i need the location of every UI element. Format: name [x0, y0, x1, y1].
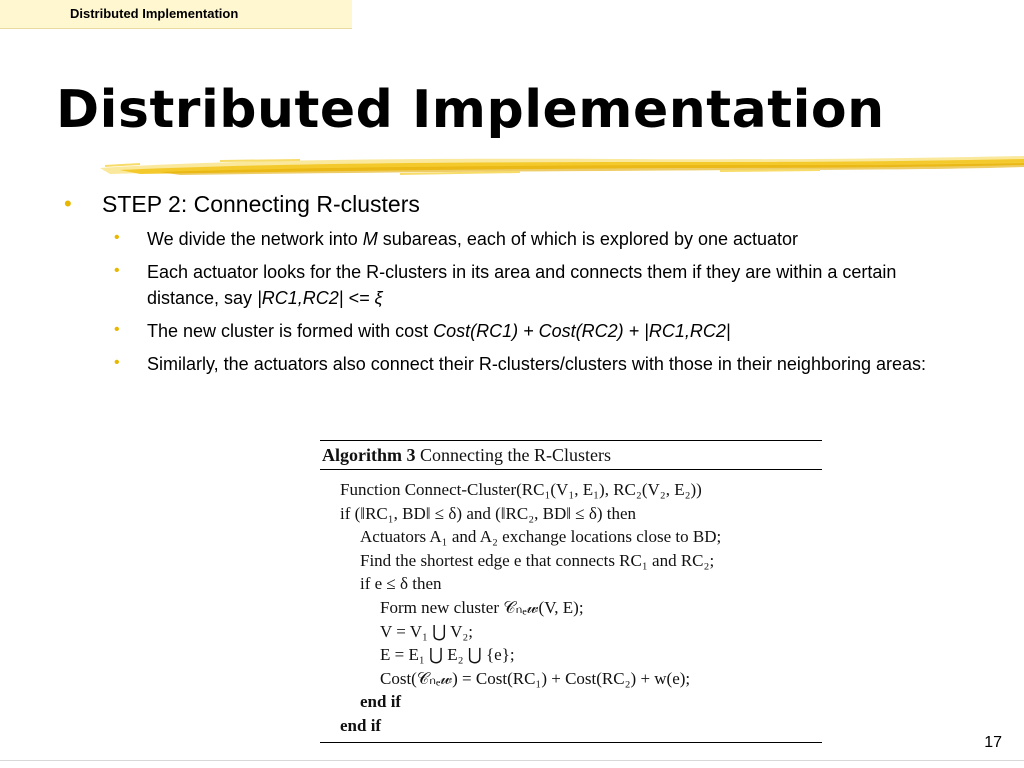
sub-bullet-4-text: Similarly, the actuators also connect their R-clusters/clusters with those in their neighboring areas: [147, 354, 927, 374]
algorithm-line: E = E₁ ⋃ E₂ ⋃ {e}; [380, 645, 515, 665]
sub-bullet-2-em: |RC1,RC2| <= ξ [257, 288, 383, 308]
algorithm-line: Function Connect-Cluster(RC₁(V₁, E₁), RC₂(V₂, E₂)) [340, 480, 702, 499]
algorithm-line: Actuators A₁ and A₂ exchange locations close to BD; [360, 527, 722, 547]
sub-bullet-1-pre: We divide the network into [147, 229, 363, 249]
slide-title: Distributed Implementation [56, 80, 885, 140]
step-text: STEP 2: Connecting R-clusters [102, 191, 420, 217]
algorithm-body [320, 470, 822, 742]
bullet-dot: • [114, 321, 120, 338]
sub-bullet-2-pre: Each actuator looks for the R-clusters in its area and connects them if they are within a certain distance, say [147, 262, 897, 308]
sub-bullet-4 [60, 351, 947, 377]
algorithm-caption [320, 441, 822, 469]
algorithm-line: Cost(𝒞ₙₑ𝓌) = Cost(RC₁) + Cost(RC₂) + w(e); [380, 668, 691, 688]
algorithm-caption-title: Connecting the R-Clusters [420, 445, 611, 465]
bullet-dot: • [114, 262, 120, 279]
page-number: 17 [984, 734, 1002, 751]
algorithm-line: end if [360, 692, 402, 712]
bullet-dot: • [114, 229, 120, 246]
bullet-step2 [60, 188, 960, 220]
bullet-dot: • [114, 354, 120, 371]
bullet-dot: • [64, 191, 72, 216]
algorithm-line: end if [340, 715, 382, 735]
algorithm-line: Form new cluster 𝒞ₙₑ𝓌(V, E); [380, 597, 584, 617]
footer-divider [0, 760, 1024, 761]
algorithm-line: Find the shortest edge e that connects RC₁ and RC₂; [360, 550, 715, 570]
algorithm-line: V = V₁ ⋃ V₂; [380, 621, 474, 641]
algorithm-caption-label: Algorithm 3 [322, 445, 416, 465]
algorithm-line: if (‖RC₁, BD‖ ≤ δ) and (‖RC₂, BD‖ ≤ δ) then [340, 503, 637, 523]
sub-bullet-3-pre: The new cluster is formed with cost [147, 321, 434, 341]
sub-bullet-3-em: Cost(RC1) + Cost(RC2) + |RC1,RC2| [433, 321, 731, 341]
sub-bullet-1-em: M [362, 229, 378, 249]
sub-bullet-1 [60, 226, 947, 252]
algorithm-bottom-rule [320, 742, 822, 743]
highlight-brush-stroke [100, 150, 1024, 182]
slide-content [60, 188, 960, 384]
header-tab [0, 0, 352, 29]
algorithm-line: if e ≤ δ then [360, 574, 442, 594]
header-tab-label: Distributed Implementation [70, 6, 239, 21]
algorithm-box [320, 440, 822, 743]
sub-bullet-2 [60, 259, 947, 311]
sub-bullet-3 [60, 318, 947, 344]
sub-bullet-1-post: subareas, each of which is explored by one actuator [377, 229, 799, 249]
